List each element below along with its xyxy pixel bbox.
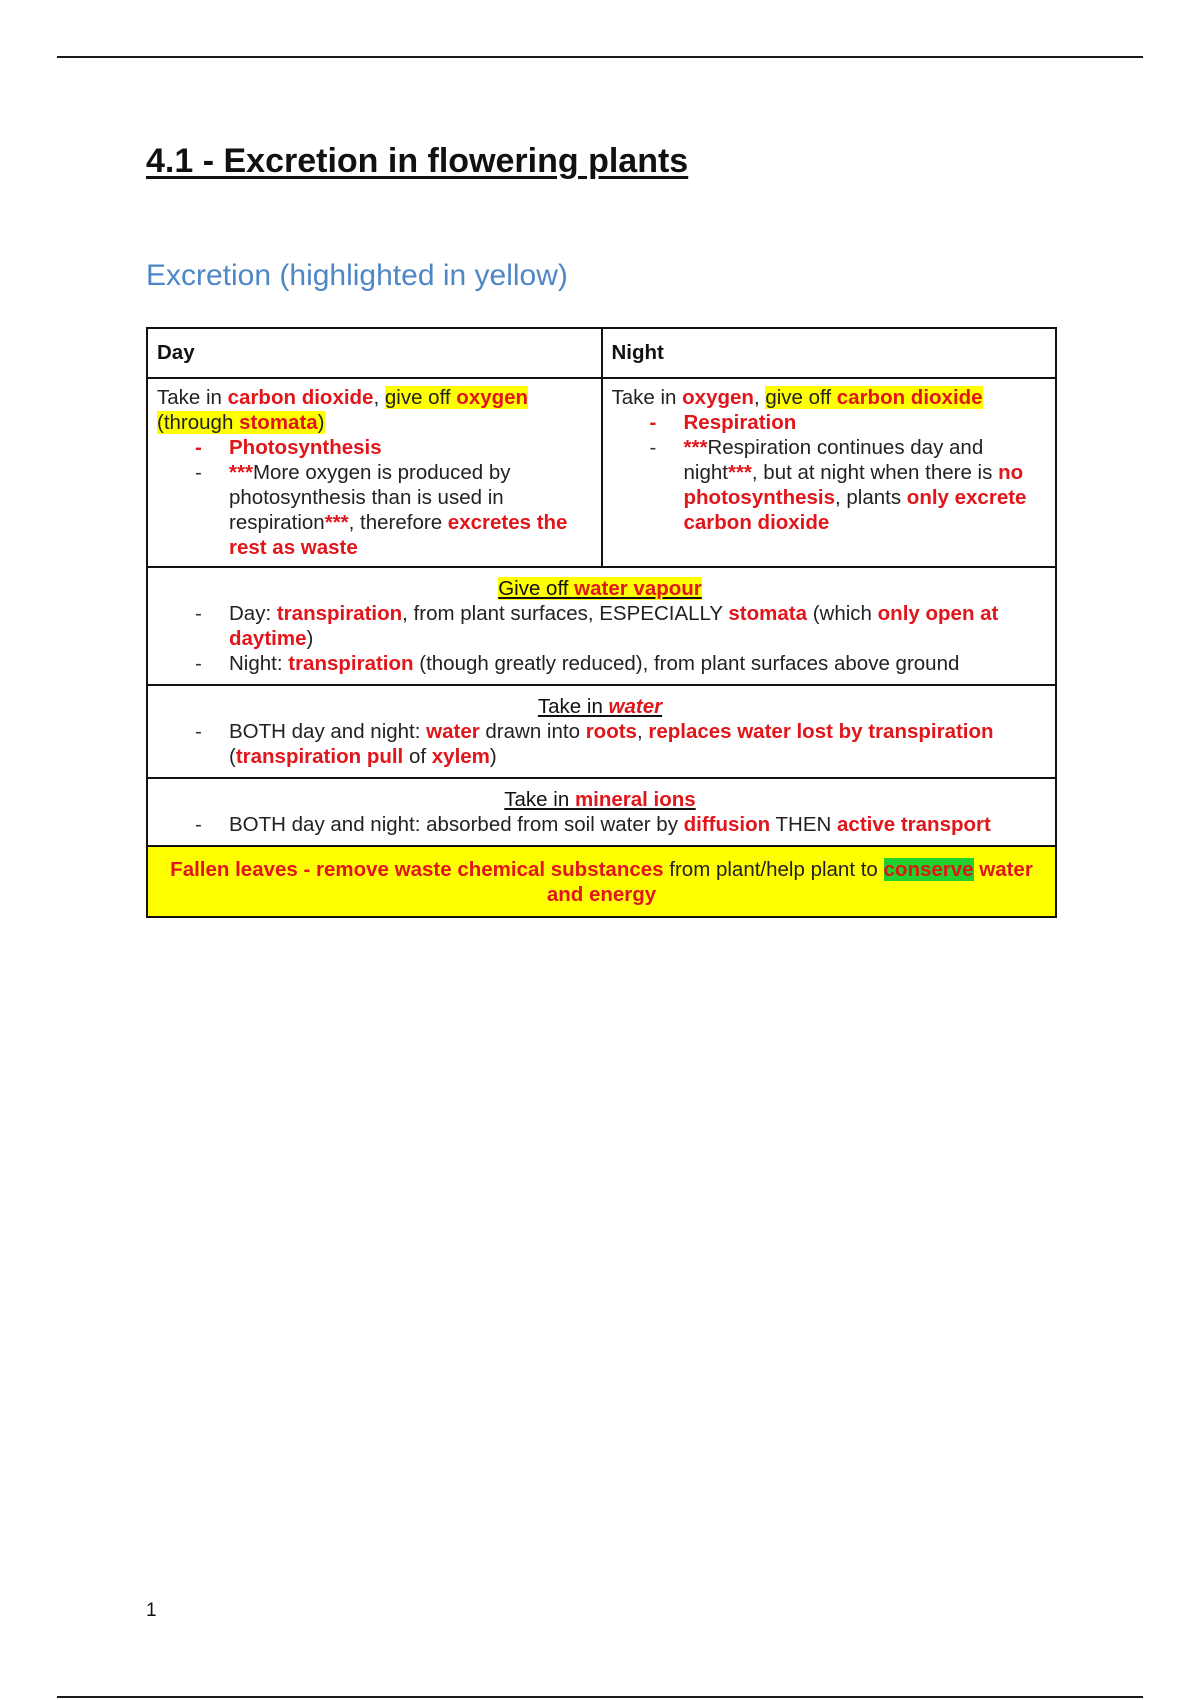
water-vapour-heading: Give off water vapour <box>498 577 702 600</box>
list-item: - Night: transpiration (though greatly reduced), from plant surfaces above ground <box>229 651 1043 676</box>
list-item: - ***Respiration continues day and night***, but at night when there is no photosynthesis, plants only excrete carbon dioxide <box>684 435 1047 535</box>
day-list <box>157 435 592 560</box>
list-item: - ***More oxygen is produced by photosynthesis than is used in respiration***, therefore excretes the rest as waste <box>229 460 592 560</box>
night-cell <box>601 379 1056 566</box>
night-header: Night <box>601 329 1056 377</box>
day-through: (through stomata) <box>157 411 325 434</box>
table-header-row <box>148 329 1055 379</box>
day-header: Day <box>157 341 195 364</box>
water-vapour-list <box>157 601 1043 676</box>
top-rule <box>57 56 1143 58</box>
mineral-ions-list <box>157 812 1043 837</box>
bottom-rule <box>57 1696 1143 1698</box>
excretion-table <box>146 327 1057 918</box>
list-item: - Respiration <box>684 410 1047 435</box>
night-list <box>612 410 1047 535</box>
page-title: 4.1 - Excretion in flowering plants <box>146 142 689 180</box>
day-cell <box>148 379 601 566</box>
day-intro: Take in carbon dioxide, give off oxygen <box>157 386 529 409</box>
page-number: 1 <box>146 1600 157 1621</box>
mineral-ions-row <box>148 779 1055 847</box>
water-list <box>157 719 1043 769</box>
list-item: - BOTH day and night: absorbed from soil water by diffusion THEN active transport <box>229 812 1043 837</box>
list-item: - BOTH day and night: water drawn into roots, replaces water lost by transpiration (transpiration pull of xylem) <box>229 719 1043 769</box>
fallen-leaves-row: Fallen leaves - remove waste chemical substances from plant/help plant to conserve water and energy <box>148 847 1055 916</box>
water-row <box>148 686 1055 779</box>
gas-exchange-row <box>148 379 1055 568</box>
water-vapour-row <box>148 568 1055 686</box>
water-heading: Take in water <box>537 695 663 718</box>
list-item: - Day: transpiration, from plant surfaces, ESPECIALLY stomata (which only open at daytime) <box>229 601 1043 651</box>
mineral-ions-heading: Take in mineral ions <box>504 788 696 811</box>
list-item: - Photosynthesis <box>229 435 592 460</box>
night-intro: Take in oxygen, give off carbon dioxide <box>611 386 983 409</box>
section-subtitle: Excretion (highlighted in yellow) <box>146 259 568 292</box>
